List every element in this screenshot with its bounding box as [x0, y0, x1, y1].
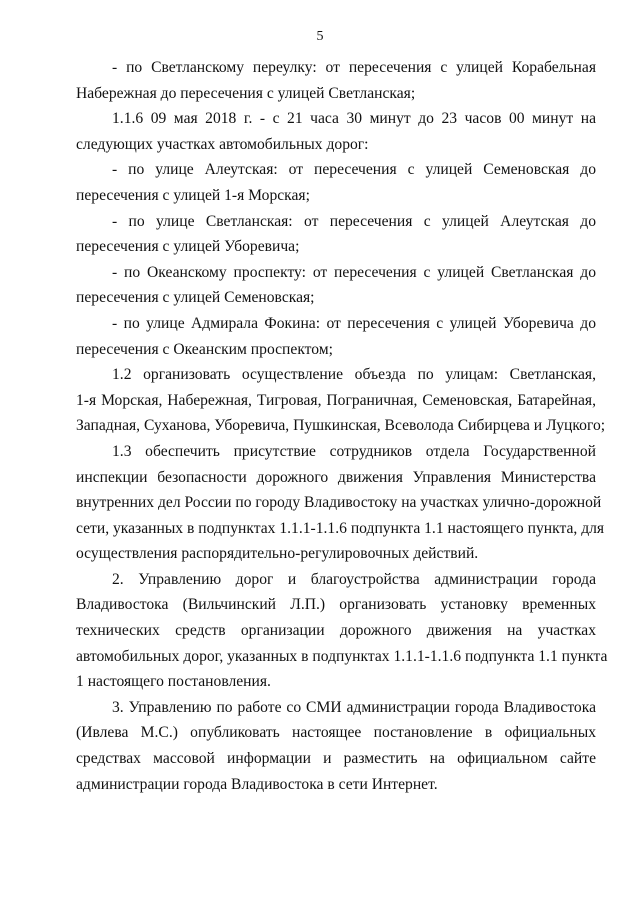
text-line: Западная, Суханова, Уборевича, Пушкинская, Всеволода Сибирцева и Луцкого;: [76, 417, 606, 435]
document-body: [76, 55, 608, 797]
text-line: пересечения с улицей Уборевича;: [76, 238, 300, 256]
text-line: технических средств организации дорожного движения на участках: [76, 622, 596, 640]
text-line: пересечения с улицей 1-я Морская;: [76, 186, 310, 204]
text-line: 1 настоящего постановления.: [76, 673, 271, 691]
text-line: пересечения с улицей Семеновская;: [76, 289, 315, 307]
paragraph-1-2: [76, 362, 606, 439]
text-line: 1.1.6 09 мая 2018 г. - с 21 часа 30 минут до 23 часов 00 минут на: [112, 110, 596, 128]
text-line: автомобильных дорог, указанных в подпунктах 1.1.1-1.1.6 подпункта 1.1 пункта: [76, 647, 608, 665]
text-line: - по улице Алеутская: от пересечения с улицей Семеновская до: [112, 161, 596, 179]
paragraph-okeansky-prospekt: [76, 260, 596, 311]
text-line: инспекции безопасности дорожного движения Управления Министерства: [76, 468, 596, 486]
text-line: средствах массовой информации и разместить на официальном сайте: [76, 750, 596, 768]
text-line: следующих участках автомобильных дорог:: [76, 135, 369, 153]
text-line: - по Светланскому переулку: от пересечения с улицей Корабельная: [112, 59, 596, 76]
paragraph-admirala-fokina: [76, 311, 596, 362]
paragraph-3: [76, 695, 596, 797]
text-line: Набережная до пересечения с улицей Светланская;: [76, 84, 416, 102]
text-line: сети, указанных в подпунктах 1.1.1-1.1.6 подпункта 1.1 настоящего пункта, для: [76, 519, 605, 537]
page-number: 5: [316, 29, 324, 44]
text-line: Владивостока (Вильчинский Л.П.) организовать установку временных: [76, 596, 596, 614]
paragraph-1-3: [76, 439, 605, 567]
text-line: - по Океанскому проспекту: от пересечения с улицей Светланская до: [112, 263, 596, 281]
paragraph-svetlansky-pereulok: [76, 55, 596, 106]
text-line: пересечения с Океанским проспектом;: [76, 340, 333, 358]
paragraph-1-1-6: [76, 106, 596, 157]
paragraph-aleutskaya: [76, 157, 596, 208]
paragraph-2: [76, 567, 608, 695]
text-line: 1-я Морская, Набережная, Тигровая, Пограничная, Семеновская, Батарейная,: [76, 391, 596, 409]
text-line: 2. Управлению дорог и благоустройства администрации города: [112, 570, 596, 588]
paragraph-svetlanskaya: [76, 209, 596, 260]
text-line: 1.2 организовать осуществление объезда по улицам: Светланская,: [112, 366, 596, 384]
text-line: (Ивлева М.С.) опубликовать настоящее постановление в официальных: [76, 724, 596, 742]
text-line: - по улице Адмирала Фокина: от пересечения с улицей Уборевича до: [112, 314, 596, 332]
text-line: 3. Управлению по работе со СМИ администрации города Владивостока: [112, 698, 596, 716]
text-line: - по улице Светланская: от пересечения с улицей Алеутская до: [112, 212, 596, 230]
text-line: осуществления распорядительно-регулировочных действий.: [76, 545, 479, 563]
text-line: внутренних дел России по городу Владивостоку на участках улично-дорожной: [76, 494, 602, 512]
text-line: администрации города Владивостока в сети Интернет.: [76, 775, 438, 793]
text-line: 1.3 обеспечить присутствие сотрудников отдела Государственной: [112, 442, 596, 460]
